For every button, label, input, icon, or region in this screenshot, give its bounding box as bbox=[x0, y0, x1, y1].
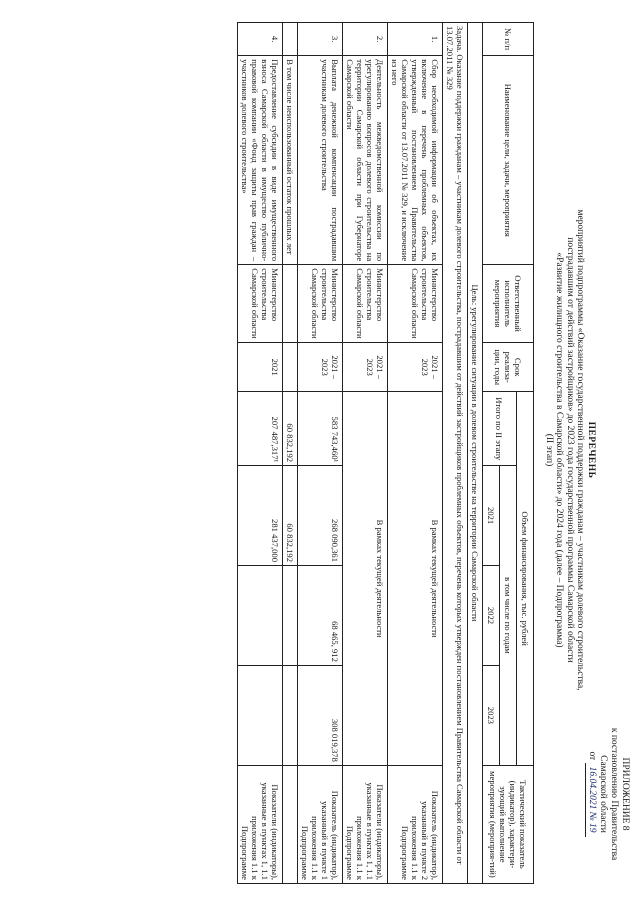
row-name: Предоставление субсидии в виде имущественного взноса Самарской области в имущество публично-правовой компании «Фонд защиты прав граждан – участников долевого строительства» bbox=[238, 56, 283, 265]
row-name: Сбор необходимой информации об объектах, их включение в перечень проблемных объектов, утвержденный постановлением Правительства Самарской области от 13.07.2011 № 329, и исключение из него bbox=[388, 56, 443, 265]
appendix-line-2: к постановлению Правительства bbox=[609, 727, 619, 861]
row-total: 207 487,317¹ bbox=[238, 392, 283, 466]
row-responsible: Министерство строительства Самарской области bbox=[238, 265, 283, 343]
row-2021: 268 090,361 bbox=[298, 466, 343, 566]
row-num: 2. bbox=[343, 23, 388, 56]
heading-line-1: мероприятий подпрограммы «Оказание государственной поддержки гражданам – участникам долевого строительства, bbox=[575, 209, 586, 691]
header-year-2021: 2021 bbox=[483, 466, 500, 566]
header-num: № п/п bbox=[483, 23, 534, 56]
row-2021: 60 832,192 bbox=[283, 466, 298, 566]
table-row bbox=[298, 23, 343, 884]
heading-line-4: (II этап) bbox=[544, 433, 554, 467]
row-term: 2021 bbox=[238, 342, 283, 391]
row-2023 bbox=[283, 665, 298, 765]
goal-row: Цель: урегулирование ситуации в долевом строительстве на территории Самарской области bbox=[468, 23, 483, 884]
row-responsible: Министерство строительства Самарской области bbox=[388, 265, 443, 343]
table-row bbox=[238, 23, 283, 884]
row-2022 bbox=[283, 566, 298, 666]
row-name: Деятельность межведомственной комиссии по урегулированию вопросов долевого строительства на территории Самарской области при Губернаторе Самарской области bbox=[343, 56, 388, 265]
header-year-2022: 2022 bbox=[483, 566, 500, 666]
row-2023 bbox=[238, 665, 283, 765]
row-total: 583 743,460¹ bbox=[298, 392, 343, 466]
task-row: Задача. Оказание поддержки гражданам – участникам долевого строительства, пострадавшим от действий застройщиков проблемных объектов, перечень которых утвержден постановлением Правительства Самарской области от 13.07.2011 № 329 bbox=[443, 23, 468, 884]
row-2021: 281 437,000 bbox=[238, 466, 283, 566]
row-total: 60 832,192 bbox=[283, 392, 298, 466]
row-num bbox=[283, 23, 298, 56]
heading-title: ПЕРЕЧЕНЬ bbox=[586, 421, 596, 479]
row-indicator: Показатели (индикаторы), указанные в пунктах 1, 1.1 приложения 1.1 к Подпрограмме bbox=[343, 765, 388, 883]
header-funding: Объем финансирования, тыс. рублей bbox=[517, 392, 534, 765]
row-indicator: Показатель (индикатор), указанный в пункте 1 приложения 1.1 к Подпрограмме bbox=[298, 765, 343, 883]
table-row bbox=[388, 23, 443, 884]
header-responsible: Ответственный исполнитель мероприятия bbox=[483, 265, 534, 343]
row-term: 2021 – 2023 bbox=[343, 342, 388, 391]
heading-line-3: «Развитие жилищного строительства в Самарской области» до 2024 года (далее – Подпрограмма) bbox=[554, 252, 565, 648]
row-term bbox=[283, 342, 298, 391]
table-row bbox=[343, 23, 388, 884]
row-indicator bbox=[283, 765, 298, 883]
appendix-line-3: Самарской области bbox=[598, 755, 608, 833]
heading-line-2: пострадавшим от действий застройщиков» до 2023 года государственной программы Самарской области bbox=[565, 237, 575, 663]
row-2022: 68 465, 912 bbox=[298, 566, 343, 666]
header-term: Срок реализа-ции, годы bbox=[483, 342, 534, 391]
row-responsible: Министерство строительства Самарской области bbox=[343, 265, 388, 343]
row-2023: 308 019,378 bbox=[298, 665, 343, 765]
header-by-year: в том числе по годам bbox=[500, 466, 517, 766]
appendix-line-1: ПРИЛОЖЕНИЕ 8 bbox=[620, 757, 630, 831]
row-funding-text: В рамках текущей деятельности bbox=[343, 392, 388, 765]
appendix-date-prefix: от bbox=[587, 751, 597, 761]
row-funding-text: В рамках текущей деятельности bbox=[388, 392, 443, 765]
document-heading bbox=[544, 150, 597, 750]
header-total: Итого по II этапу bbox=[483, 392, 517, 466]
row-responsible: Министерство строительства Самарской области bbox=[298, 265, 343, 343]
row-num: 4. bbox=[238, 23, 283, 56]
row-name: Выплата денежной компенсации пострадавшим участникам долевого строительства bbox=[298, 56, 343, 265]
row-num: 1. bbox=[388, 23, 443, 56]
header-year-2023: 2023 bbox=[483, 665, 500, 765]
row-responsible bbox=[283, 265, 298, 343]
row-term: 2021 – 2023 bbox=[298, 342, 343, 391]
row-indicator: Показатель (индикатор), указанный в пункте 2 приложения 1.1 к Подпрограмме bbox=[388, 765, 443, 883]
row-2022 bbox=[238, 566, 283, 666]
table-row bbox=[283, 23, 298, 884]
row-term: 2021 – 2023 bbox=[388, 342, 443, 391]
handwritten-date-number: 16.04.2021 № 19 bbox=[585, 763, 597, 837]
row-name: В том числе неиспользованный остаток прошлых лет bbox=[283, 56, 298, 265]
row-num: 3. bbox=[298, 23, 343, 56]
measures-table bbox=[237, 22, 534, 884]
row-indicator: Показатели (индикаторы), указанные в пунктах 1, 1.1 приложения 1.1 к Подпрограмме bbox=[238, 765, 283, 883]
header-name: Наименование цели, задачи, мероприятия bbox=[483, 56, 534, 265]
header-indicator: Тактический показатель (индикатор), характери-зующий выполнение мероприятия (мероприя-тий) bbox=[483, 765, 534, 883]
